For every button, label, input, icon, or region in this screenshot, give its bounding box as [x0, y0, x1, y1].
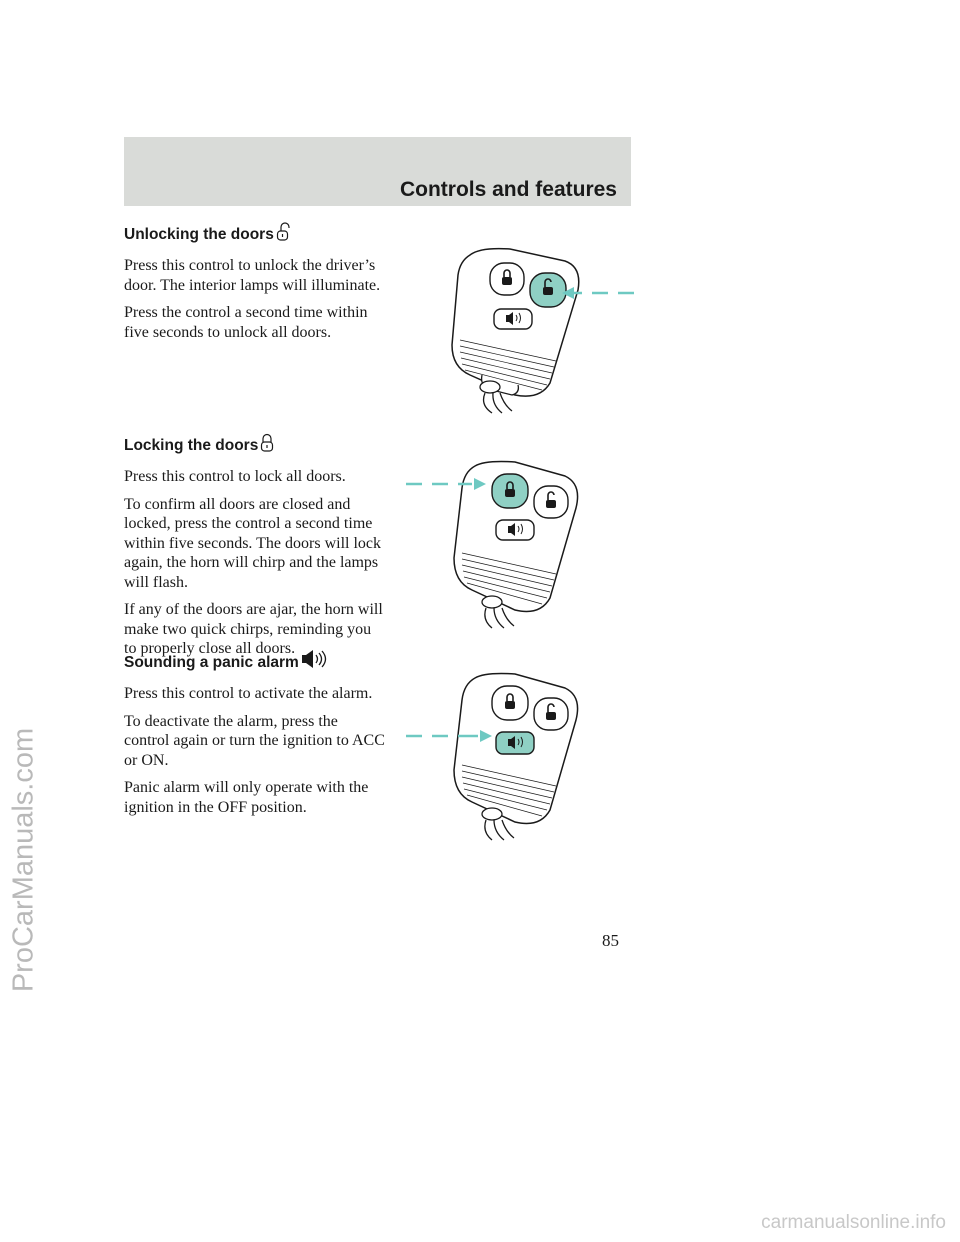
- page-number: 85: [602, 931, 619, 950]
- paragraph: Press this control to unlock the driver’s door. The interior lamps will illuminate.: [124, 257, 381, 294]
- section-heading: Locking the doors: [124, 433, 386, 459]
- paragraph: Panic alarm will only operate with the ignition in the OFF position.: [124, 779, 369, 816]
- section-panic-alarm: [124, 648, 386, 825]
- horn-icon: [300, 648, 328, 676]
- section-locking: [124, 433, 386, 667]
- section-heading: Unlocking the doors: [124, 222, 386, 248]
- page-header: [124, 137, 631, 206]
- keyfob-unlock-illustration: [430, 235, 640, 415]
- watermark-side: [0, 0, 50, 1242]
- paragraph: If any of the doors are ajar, the horn will make two quick chirps, reminding you to properly close all doors.: [124, 601, 383, 657]
- page-title: Controls and features: [399, 178, 617, 201]
- watermark-side-text: ProCarManuals.com: [7, 727, 40, 993]
- section-heading: Sounding a panic alarm: [124, 648, 386, 676]
- paragraph: Press this control to activate the alarm.: [124, 685, 373, 702]
- paragraph: To deactivate the alarm, press the control again or turn the ignition to ACC or ON.: [124, 712, 385, 769]
- paragraph: Press this control to lock all doors.: [124, 468, 346, 485]
- watermark-bottom: carmanualsonline.info: [761, 1212, 946, 1233]
- lock-icon: [259, 433, 275, 459]
- paragraph: To confirm all doors are closed and locked, press the control a second time within five seconds. The doors will lock again, the horn will chirp and the lamps will flash.: [124, 495, 381, 591]
- keyfob-panic-illustration: [400, 670, 600, 845]
- keyfob-lock-illustration: [400, 458, 600, 638]
- paragraph: Press the control a second time within five seconds to unlock all doors.: [124, 304, 368, 341]
- unlock-icon: [275, 222, 293, 248]
- section-unlocking: [124, 222, 386, 350]
